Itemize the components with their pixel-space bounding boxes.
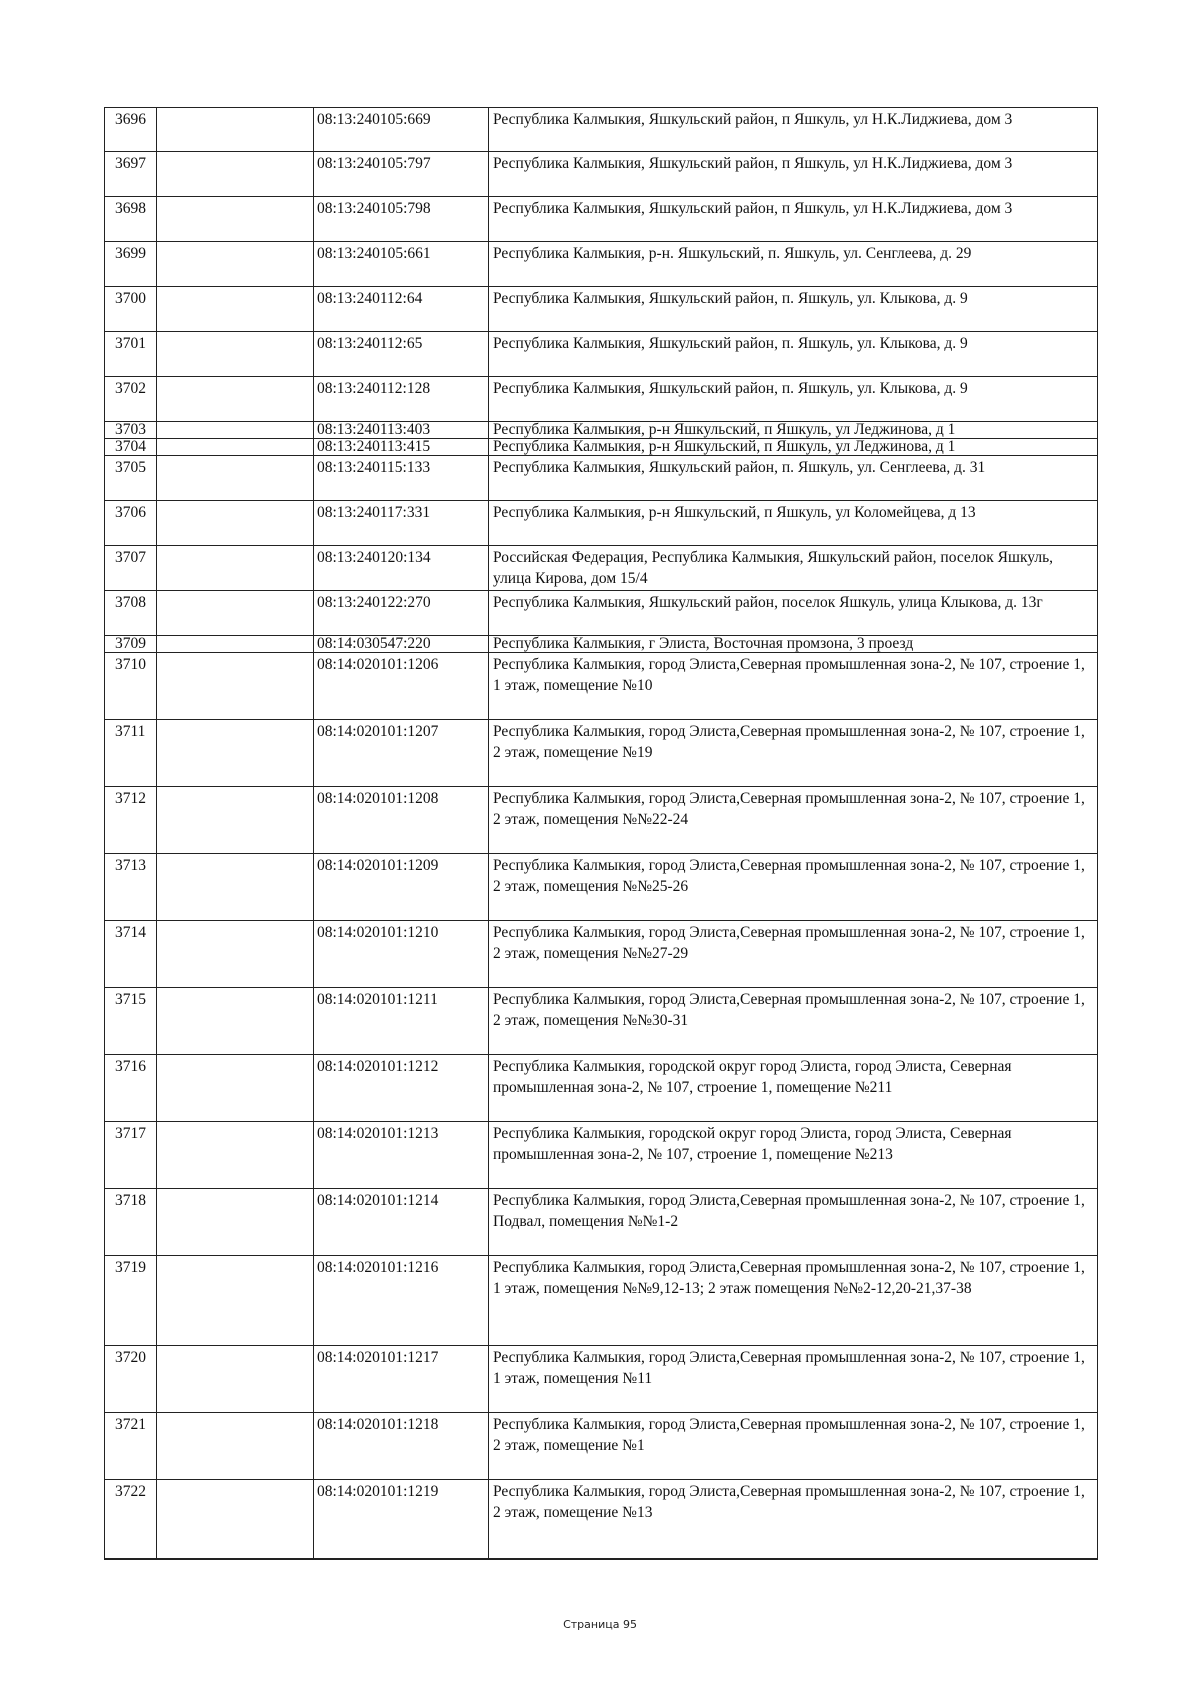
address-cell: Республика Калмыкия, город Элиста,Северная промышленная зона-2, № 107, строение 1, 2 этаж, помещения №№22-24 xyxy=(489,787,1098,854)
table-row xyxy=(105,287,1098,332)
row-number-cell: 3708 xyxy=(105,591,157,636)
row-number-cell: 3703 xyxy=(105,422,157,439)
row-number-cell: 3706 xyxy=(105,501,157,546)
cadastral-number-cell: 08:13:240113:403 xyxy=(314,422,489,439)
row-number-cell: 3718 xyxy=(105,1189,157,1256)
row-number-cell: 3700 xyxy=(105,287,157,332)
cadastral-number-cell: 08:13:240112:65 xyxy=(314,332,489,377)
cadastral-number-cell: 08:13:240105:669 xyxy=(314,108,489,152)
row-number-cell: 3720 xyxy=(105,1346,157,1413)
address-cell: Республика Калмыкия, Яшкульский район, п Яшкуль, ул Н.К.Лиджиева, дом 3 xyxy=(489,108,1098,152)
cadastral-number-cell: 08:13:240115:133 xyxy=(314,456,489,501)
table-row xyxy=(105,921,1098,988)
row-number-cell: 3714 xyxy=(105,921,157,988)
cadastral-number-cell: 08:14:020101:1213 xyxy=(314,1122,489,1189)
address-cell: Республика Калмыкия, Яшкульский район, п. Яшкуль, ул. Клыкова, д. 9 xyxy=(489,332,1098,377)
empty-cell xyxy=(157,720,314,787)
address-cell: Республика Калмыкия, р-н Яшкульский, п Яшкуль, ул Леджинова, д 1 xyxy=(489,422,1098,439)
cadastral-number-cell: 08:13:240105:661 xyxy=(314,242,489,287)
row-number-cell: 3698 xyxy=(105,197,157,242)
table-row xyxy=(105,377,1098,422)
cadastral-number-cell: 08:14:020101:1206 xyxy=(314,653,489,720)
table-row xyxy=(105,1055,1098,1122)
row-number-cell: 3697 xyxy=(105,152,157,197)
address-cell: Республика Калмыкия, город Элиста,Северная промышленная зона-2, № 107, строение 1, 2 этаж, помещения №№30-31 xyxy=(489,988,1098,1055)
table-row xyxy=(105,1189,1098,1256)
address-cell: Республика Калмыкия, Яшкульский район, п. Яшкуль, ул. Сенглеева, д. 31 xyxy=(489,456,1098,501)
address-cell: Республика Калмыкия, р-н Яшкульский, п Яшкуль, ул Коломейцева, д 13 xyxy=(489,501,1098,546)
cadastral-number-cell: 08:14:020101:1216 xyxy=(314,1256,489,1346)
address-cell: Республика Калмыкия, городской округ город Элиста, город Элиста, Северная промышленная зона-2, № 107, строение 1, помещение №211 xyxy=(489,1055,1098,1122)
empty-cell xyxy=(157,546,314,591)
address-cell: Республика Калмыкия, Яшкульский район, поселок Яшкуль, улица Клыкова, д. 13г xyxy=(489,591,1098,636)
table-row xyxy=(105,197,1098,242)
empty-cell xyxy=(157,636,314,653)
table-row xyxy=(105,501,1098,546)
table-row xyxy=(105,1256,1098,1346)
row-number-cell: 3710 xyxy=(105,653,157,720)
address-cell: Республика Калмыкия, город Элиста,Северная промышленная зона-2, № 107, строение 1, 2 этаж, помещение №19 xyxy=(489,720,1098,787)
address-cell: Республика Калмыкия, г Элиста, Восточная промзона, 3 проезд xyxy=(489,636,1098,653)
row-number-cell: 3722 xyxy=(105,1480,157,1559)
table-row xyxy=(105,854,1098,921)
table-row xyxy=(105,152,1098,197)
page-footer xyxy=(0,1618,1200,1631)
cadastral-number-cell: 08:13:240120:134 xyxy=(314,546,489,591)
table-row xyxy=(105,456,1098,501)
empty-cell xyxy=(157,108,314,152)
cadastral-number-cell: 08:14:020101:1219 xyxy=(314,1480,489,1559)
empty-cell xyxy=(157,591,314,636)
row-number-cell: 3707 xyxy=(105,546,157,591)
cadastral-number-cell: 08:14:030547:220 xyxy=(314,636,489,653)
empty-cell xyxy=(157,854,314,921)
address-cell: Республика Калмыкия, город Элиста,Северная промышленная зона-2, № 107, строение 1, 2 этаж, помещение №13 xyxy=(489,1480,1098,1559)
empty-cell xyxy=(157,456,314,501)
table-row xyxy=(105,422,1098,439)
cadastral-number-cell: 08:13:240113:415 xyxy=(314,439,489,456)
row-number-cell: 3696 xyxy=(105,108,157,152)
empty-cell xyxy=(157,501,314,546)
row-number-cell: 3709 xyxy=(105,636,157,653)
empty-cell xyxy=(157,422,314,439)
empty-cell xyxy=(157,152,314,197)
address-cell: Республика Калмыкия, город Элиста,Северная промышленная зона-2, № 107, строение 1, 1 этаж, помещения №11 xyxy=(489,1346,1098,1413)
cadastral-number-cell: 08:14:020101:1208 xyxy=(314,787,489,854)
address-cell: Республика Калмыкия, р-н Яшкульский, п Яшкуль, ул Леджинова, д 1 xyxy=(489,439,1098,456)
row-number-cell: 3705 xyxy=(105,456,157,501)
table-row xyxy=(105,242,1098,287)
page-number: Страница 95 xyxy=(563,1618,637,1631)
cadastral-number-cell: 08:14:020101:1211 xyxy=(314,988,489,1055)
table-row xyxy=(105,1413,1098,1480)
table-row xyxy=(105,1480,1098,1559)
cadastral-number-cell: 08:14:020101:1207 xyxy=(314,720,489,787)
address-cell: Республика Калмыкия, город Элиста,Северная промышленная зона-2, № 107, строение 1, 2 этаж, помещения №№25-26 xyxy=(489,854,1098,921)
row-number-cell: 3713 xyxy=(105,854,157,921)
row-number-cell: 3699 xyxy=(105,242,157,287)
cadastral-number-cell: 08:13:240105:798 xyxy=(314,197,489,242)
cadastral-number-cell: 08:13:240105:797 xyxy=(314,152,489,197)
address-cell: Республика Калмыкия, город Элиста,Северная промышленная зона-2, № 107, строение 1, 1 этаж, помещение №10 xyxy=(489,653,1098,720)
cadastral-number-cell: 08:14:020101:1217 xyxy=(314,1346,489,1413)
table-row xyxy=(105,653,1098,720)
empty-cell xyxy=(157,1346,314,1413)
empty-cell xyxy=(157,439,314,456)
empty-cell xyxy=(157,1189,314,1256)
cadastral-number-cell: 08:13:240122:270 xyxy=(314,591,489,636)
row-number-cell: 3704 xyxy=(105,439,157,456)
table-row xyxy=(105,636,1098,653)
table-row xyxy=(105,439,1098,456)
cadastral-number-cell: 08:14:020101:1212 xyxy=(314,1055,489,1122)
row-number-cell: 3711 xyxy=(105,720,157,787)
cadastral-number-cell: 08:13:240112:128 xyxy=(314,377,489,422)
address-cell: Республика Калмыкия, Яшкульский район, п Яшкуль, ул Н.К.Лиджиева, дом 3 xyxy=(489,197,1098,242)
empty-cell xyxy=(157,921,314,988)
table-row xyxy=(105,720,1098,787)
registry-table-body xyxy=(105,108,1098,1559)
empty-cell xyxy=(157,1256,314,1346)
empty-cell xyxy=(157,197,314,242)
address-cell: Республика Калмыкия, Яшкульский район, п. Яшкуль, ул. Клыкова, д. 9 xyxy=(489,287,1098,332)
table-row xyxy=(105,108,1098,152)
cadastral-number-cell: 08:14:020101:1210 xyxy=(314,921,489,988)
row-number-cell: 3716 xyxy=(105,1055,157,1122)
address-cell: Республика Калмыкия, городской округ город Элиста, город Элиста, Северная промышленная зона-2, № 107, строение 1, помещение №213 xyxy=(489,1122,1098,1189)
empty-cell xyxy=(157,653,314,720)
row-number-cell: 3712 xyxy=(105,787,157,854)
empty-cell xyxy=(157,332,314,377)
empty-cell xyxy=(157,1480,314,1559)
row-number-cell: 3701 xyxy=(105,332,157,377)
cadastral-number-cell: 08:13:240112:64 xyxy=(314,287,489,332)
address-cell: Республика Калмыкия, Яшкульский район, п. Яшкуль, ул. Клыкова, д. 9 xyxy=(489,377,1098,422)
address-cell: Республика Калмыкия, город Элиста,Северная промышленная зона-2, № 107, строение 1, Подвал, помещения №№1-2 xyxy=(489,1189,1098,1256)
cadastral-number-cell: 08:14:020101:1218 xyxy=(314,1413,489,1480)
empty-cell xyxy=(157,988,314,1055)
cadastral-number-cell: 08:14:020101:1214 xyxy=(314,1189,489,1256)
row-number-cell: 3715 xyxy=(105,988,157,1055)
table-row xyxy=(105,787,1098,854)
empty-cell xyxy=(157,287,314,332)
empty-cell xyxy=(157,1055,314,1122)
empty-cell xyxy=(157,787,314,854)
empty-cell xyxy=(157,1122,314,1189)
address-cell: Республика Калмыкия, город Элиста,Северная промышленная зона-2, № 107, строение 1, 1 этаж, помещения №№9,12-13; 2 этаж помещения №№2-12,20-21,37-38 xyxy=(489,1256,1098,1346)
row-number-cell: 3721 xyxy=(105,1413,157,1480)
table-row xyxy=(105,1346,1098,1413)
row-number-cell: 3717 xyxy=(105,1122,157,1189)
empty-cell xyxy=(157,242,314,287)
table-row xyxy=(105,546,1098,591)
cadastral-number-cell: 08:13:240117:331 xyxy=(314,501,489,546)
empty-cell xyxy=(157,377,314,422)
row-number-cell: 3702 xyxy=(105,377,157,422)
address-cell: Республика Калмыкия, город Элиста,Северная промышленная зона-2, № 107, строение 1, 2 этаж, помещения №№27-29 xyxy=(489,921,1098,988)
address-cell: Республика Калмыкия, р-н. Яшкульский, п. Яшкуль, ул. Сенглеева, д. 29 xyxy=(489,242,1098,287)
address-cell: Российская Федерация, Республика Калмыкия, Яшкульский район, поселок Яшкуль, улица Кирова, дом 15/4 xyxy=(489,546,1098,591)
table-row xyxy=(105,591,1098,636)
address-cell: Республика Калмыкия, город Элиста,Северная промышленная зона-2, № 107, строение 1, 2 этаж, помещение №1 xyxy=(489,1413,1098,1480)
table-row xyxy=(105,988,1098,1055)
row-number-cell: 3719 xyxy=(105,1256,157,1346)
cadastral-number-cell: 08:14:020101:1209 xyxy=(314,854,489,921)
address-cell: Республика Калмыкия, Яшкульский район, п Яшкуль, ул Н.К.Лиджиева, дом 3 xyxy=(489,152,1098,197)
table-row xyxy=(105,1122,1098,1189)
property-registry-table xyxy=(104,107,1098,1560)
table-row xyxy=(105,332,1098,377)
empty-cell xyxy=(157,1413,314,1480)
